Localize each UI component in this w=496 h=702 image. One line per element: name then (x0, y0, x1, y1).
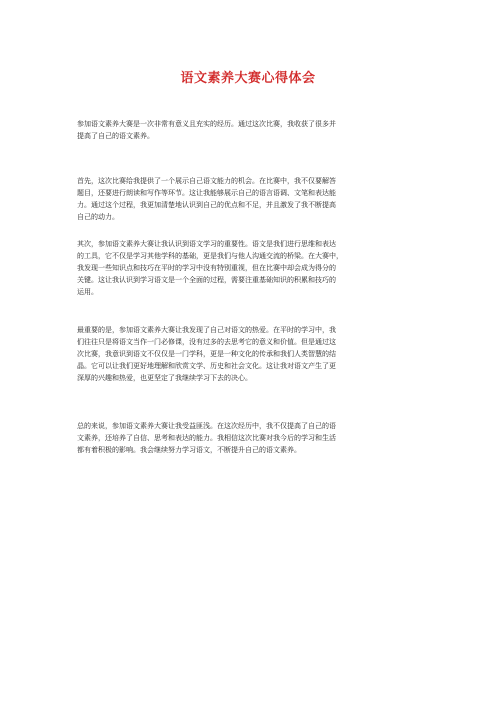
paragraph-line: 最重要的是，参加语文素养大赛让我发现了自己对语文的热爱。在平时的学习中，我 (77, 326, 336, 334)
paragraph-line: 关键。这让我认识到学习语文是一个全面的过程，需要注重基础知识的积累和技巧的 (77, 276, 336, 284)
paragraph-line: 总的来说，参加语文素养大赛让我受益匪浅。在这次经历中，我不仅提高了自己的语 (77, 422, 336, 430)
paragraph-line: 晶。它可以让我们更好地理解和欣赏文学、历史和社会文化。这让我对语文产生了更 (77, 362, 336, 370)
paragraph-line: 文素养，还培养了自信、思考和表达的能力。我相信这次比赛对我今后的学习和生活 (77, 434, 336, 442)
document-title: 语文素养大赛心得体会 (180, 71, 316, 86)
paragraph-line: 们往往只是将语文当作一门必修课，没有过多的去思考它的意义和价值。但是通过这 (77, 338, 336, 346)
paragraph-line: 力。通过这个过程，我更加清楚地认识到自己的优点和不足，并且激发了我不断提高 (77, 201, 336, 209)
paragraph-line: 自己的动力。 (77, 213, 119, 221)
paragraph-intro (77, 118, 427, 142)
paragraph-line: 的工具，它不仅是学习其他学科的基础，更是我们与他人沟通交流的桥梁。在大赛中， (77, 252, 343, 260)
paragraph-line: 都有着积极的影响。我会继续努力学习语文，不断提升自己的语文素养。 (77, 446, 301, 454)
paragraph-line: 次比赛，我意识到语文不仅仅是一门学科，更是一种文化的传承和我们人类智慧的结 (77, 350, 336, 358)
paragraph-line: 提高了自己的语文素养。 (77, 132, 154, 140)
paragraph-second-point (77, 238, 427, 298)
paragraph-line: 我发现一些知识点和技巧在平时的学习中没有特别重视，但在比赛中却会成为得分的 (77, 264, 336, 272)
paragraph-first-point (77, 175, 427, 223)
paragraph-line: 首先，这次比赛给我提供了一个展示自己语文能力的机会。在比赛中，我不仅要解答 (77, 177, 336, 185)
paragraph-line: 深厚的兴趣和热爱，也更坚定了我继续学习下去的决心。 (77, 374, 252, 382)
paragraph-line: 题目，还要进行朗读和写作等环节。这让我能够展示自己的语言语调、文笔和表达能 (77, 189, 336, 197)
paragraph-line: 其次，参加语文素养大赛让我认识到语文学习的重要性。语文是我们进行思维和表达 (77, 240, 336, 248)
paragraph-line: 参加语文素养大赛是一次非常有意义且充实的经历。通过这次比赛，我收获了很多并 (77, 120, 336, 128)
paragraph-third-point (77, 324, 427, 384)
paragraph-conclusion (77, 420, 427, 456)
paragraph-line: 运用。 (77, 288, 98, 296)
